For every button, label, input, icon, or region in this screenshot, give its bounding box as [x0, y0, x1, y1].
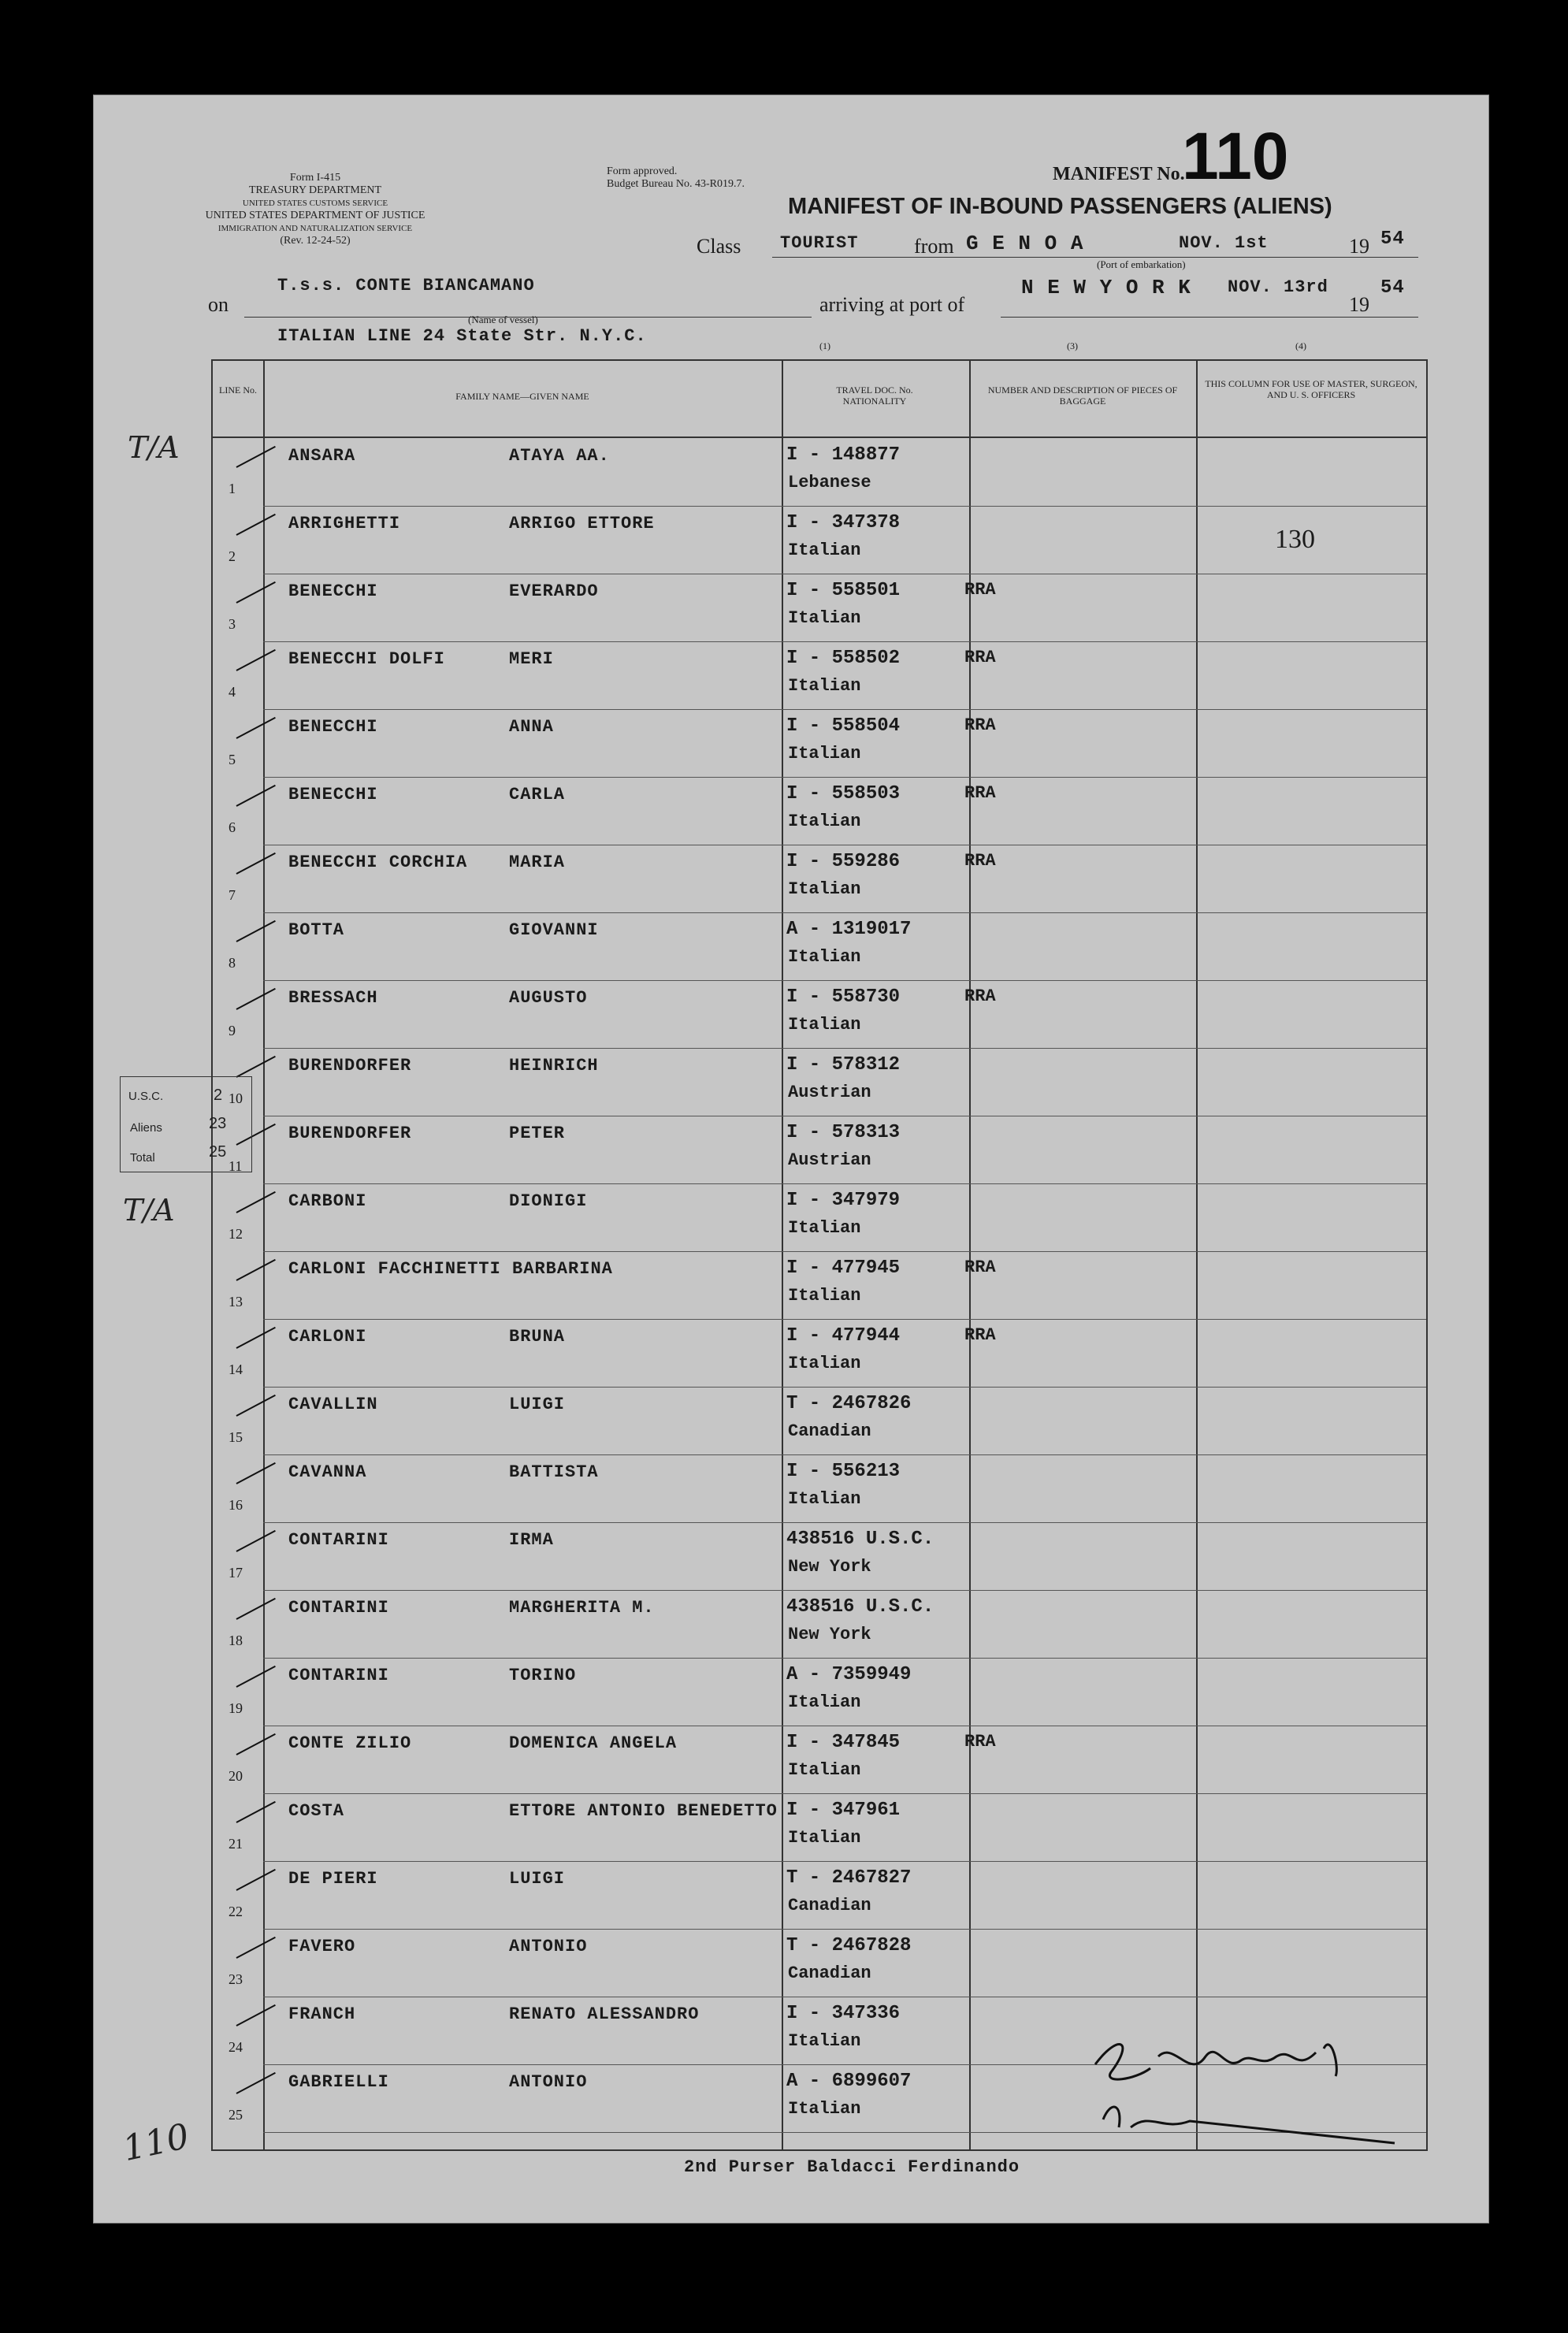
- family-name: BENECCHI: [288, 717, 378, 737]
- form-id: Form I-415: [289, 172, 341, 184]
- row-divider: [263, 1319, 1426, 1320]
- class-value: TOURIST: [780, 233, 859, 253]
- arrival-date: NOV. 13rd: [1228, 277, 1328, 297]
- travel-doc-number: I - 558502: [786, 648, 901, 669]
- line-number: 7: [229, 887, 236, 903]
- row-divider: [263, 912, 1426, 913]
- nationality: Italian: [788, 879, 861, 899]
- table-row: [213, 1253, 1426, 1321]
- travel-doc-number: I - 559286: [786, 851, 901, 872]
- line-number: 19: [229, 1700, 243, 1716]
- manifest-number: 110: [1182, 119, 1289, 193]
- embark-date: NOV. 1st: [1179, 233, 1269, 253]
- table-row: [213, 1456, 1426, 1524]
- usc-label: U.S.C.: [128, 1090, 164, 1103]
- agency-block: [197, 172, 433, 247]
- col-header-line-no: LINE No.: [219, 384, 257, 396]
- nationality: Canadian: [788, 1963, 871, 1983]
- given-name: RENATO ALESSANDRO: [509, 2004, 700, 2024]
- table-row: [213, 1659, 1426, 1727]
- given-name: LUIGI: [509, 1395, 566, 1414]
- row-divider: [263, 1590, 1426, 1591]
- col-header-baggage: NUMBER AND DESCRIPTION OF PIECES OF BAGGAGE: [987, 384, 1178, 407]
- line-number: 12: [229, 1226, 243, 1242]
- nationality: Italian: [788, 744, 861, 763]
- check-mark: [236, 1937, 276, 1959]
- nationality: New York: [788, 1625, 871, 1644]
- class-label: Class: [697, 235, 741, 258]
- line-number: 16: [229, 1497, 243, 1513]
- check-mark: [236, 1395, 276, 1417]
- check-mark: [236, 1733, 276, 1755]
- row-divider: [263, 1658, 1426, 1659]
- travel-doc-number: I - 347336: [786, 2003, 901, 2024]
- check-mark: [236, 649, 276, 671]
- table-row: [213, 1592, 1426, 1659]
- table-row: [213, 1930, 1426, 1998]
- given-name: EVERARDO: [509, 581, 599, 601]
- travel-doc-number: T - 2467826: [786, 1393, 912, 1414]
- given-name: CARLA: [509, 785, 566, 804]
- family-name: CAVANNA: [288, 1462, 367, 1482]
- family-name: CONTARINI: [288, 1530, 389, 1550]
- count-stamp: [120, 1076, 252, 1172]
- travel-doc-number: T - 2467828: [786, 1935, 912, 1956]
- form-approval: [607, 165, 745, 191]
- visa-code: RRA: [964, 648, 996, 667]
- family-name: GABRIELLI: [288, 2072, 389, 2092]
- check-mark: [236, 2004, 276, 2027]
- total-count: 25: [209, 1143, 227, 1161]
- line-number: 20: [229, 1768, 243, 1784]
- check-mark: [236, 717, 276, 739]
- visa-code: RRA: [964, 1258, 996, 1277]
- table-row: [213, 982, 1426, 1049]
- line-number: 2: [229, 548, 236, 564]
- family-name: DE PIERI: [288, 1869, 378, 1889]
- check-mark: [236, 1327, 276, 1349]
- visa-code: RRA: [964, 986, 996, 1006]
- family-name: CARBONI: [288, 1191, 367, 1211]
- nationality: Italian: [788, 1489, 861, 1509]
- family-name: BURENDORFER: [288, 1124, 412, 1143]
- row-divider: [263, 1387, 1426, 1388]
- nationality: Italian: [788, 947, 861, 967]
- visa-code: RRA: [964, 783, 996, 803]
- nationality: Italian: [788, 1286, 861, 1306]
- row-divider: [263, 1929, 1426, 1930]
- family-name: ANSARA: [288, 446, 356, 466]
- line-number: 18: [229, 1633, 243, 1648]
- col-header-name: FAMILY NAME—GIVEN NAME: [455, 391, 589, 402]
- travel-doc-number: I - 347979: [786, 1190, 901, 1211]
- row-divider: [263, 1454, 1426, 1455]
- visa-code: RRA: [964, 851, 996, 871]
- given-name: BRUNA: [509, 1327, 566, 1347]
- travel-doc-number: I - 558501: [786, 580, 901, 601]
- nationality: Austrian: [788, 1083, 871, 1102]
- line-number: 17: [229, 1565, 243, 1581]
- dept-ins: IMMIGRATION AND NATURALIZATION SERVICE: [217, 224, 413, 233]
- nationality: Austrian: [788, 1150, 871, 1170]
- line-number: 25: [229, 2107, 243, 2123]
- page-number-handwritten: 110: [119, 2116, 193, 2170]
- margin-ta-bottom: T/A: [123, 1193, 175, 1228]
- form-revision: (Rev. 12-24-52): [280, 235, 351, 247]
- line-number: 3: [229, 616, 236, 632]
- travel-doc-number: A - 6899607: [786, 2071, 912, 2092]
- table-row: [213, 1117, 1426, 1185]
- arrival-port: N E W Y O R K: [1021, 276, 1191, 299]
- family-name: FRANCH: [288, 2004, 356, 2024]
- check-mark: [236, 1869, 276, 1891]
- travel-doc-number: I - 347378: [786, 512, 901, 533]
- travel-doc-number: I - 347845: [786, 1732, 901, 1753]
- table-row: [213, 507, 1426, 575]
- given-name: MERI: [509, 649, 554, 669]
- nationality: Lebanese: [788, 473, 871, 492]
- arriving-label: arriving at port of: [819, 293, 965, 316]
- travel-doc-number: A - 7359949: [786, 1664, 912, 1685]
- family-name: BENECCHI: [288, 785, 378, 804]
- family-name: CONTARINI: [288, 1598, 389, 1618]
- given-name: AUGUSTO: [509, 988, 588, 1008]
- row-divider: [263, 1048, 1426, 1049]
- row-divider: [263, 641, 1426, 642]
- table-row: [213, 846, 1426, 914]
- family-name: BRESSACH: [288, 988, 378, 1008]
- given-name: MARGHERITA M.: [509, 1598, 655, 1618]
- travel-doc-number: A - 1319017: [786, 919, 912, 940]
- officer-note: 130: [1275, 525, 1315, 554]
- col-number-4: (4): [1295, 340, 1306, 351]
- family-name: CARLONI FACCHINETTI BARBARINA: [288, 1259, 613, 1279]
- given-name: GIOVANNI: [509, 920, 599, 940]
- family-name: COSTA: [288, 1801, 345, 1821]
- row-divider: [263, 1793, 1426, 1794]
- given-name: LUIGI: [509, 1869, 566, 1889]
- line-number: 11: [229, 1158, 243, 1174]
- table-row: [213, 1049, 1426, 1117]
- on-label: on: [208, 293, 229, 316]
- given-name: HEINRICH: [509, 1056, 599, 1075]
- family-name: BOTTA: [288, 920, 345, 940]
- line-number: 15: [229, 1429, 243, 1445]
- given-name: ANTONIO: [509, 1937, 588, 1956]
- check-mark: [236, 853, 276, 875]
- line-number: 14: [229, 1362, 243, 1377]
- check-mark: [236, 988, 276, 1010]
- budget-bureau-line: Budget Bureau No. 43-R019.7.: [607, 178, 745, 190]
- embark-caption: (Port of embarkation): [1097, 258, 1186, 270]
- col-number-2: (1): [819, 340, 830, 351]
- col-header-officers: THIS COLUMN FOR USE OF MASTER, SURGEON, AND U. S. OFFICERS: [1205, 378, 1418, 400]
- travel-doc-number: I - 558504: [786, 715, 901, 737]
- from-label: from: [914, 235, 954, 258]
- line-number: 1: [229, 481, 236, 496]
- line-info: ITALIAN LINE 24 State Str. N.Y.C.: [277, 326, 647, 346]
- travel-doc-number: I - 578313: [786, 1122, 901, 1143]
- visa-code: RRA: [964, 1325, 996, 1345]
- table-row: [213, 1185, 1426, 1253]
- given-name: MARIA: [509, 853, 566, 872]
- total-label: Total: [130, 1151, 155, 1165]
- family-name: BENECCHI DOLFI: [288, 649, 445, 669]
- margin-ta-top: T/A: [128, 430, 180, 465]
- family-name: BURENDORFER: [288, 1056, 412, 1075]
- signature-image: [1087, 2025, 1403, 2151]
- nationality: Italian: [788, 1692, 861, 1712]
- given-name: TORINO: [509, 1666, 577, 1685]
- table-row: [213, 1321, 1426, 1388]
- check-mark: [236, 2072, 276, 2094]
- row-divider: [263, 980, 1426, 981]
- line-number: 6: [229, 819, 236, 835]
- arrival-underline: [1001, 317, 1418, 318]
- given-name: DOMENICA ANGELA: [509, 1733, 678, 1753]
- arrival-year-prefix: 19: [1349, 293, 1369, 316]
- aliens-label: Aliens: [130, 1121, 162, 1135]
- travel-doc-number: 438516 U.S.C.: [786, 1596, 934, 1618]
- given-name: DIONIGI: [509, 1191, 588, 1211]
- check-mark: [236, 1801, 276, 1823]
- family-name: FAVERO: [288, 1937, 356, 1956]
- usc-count: 2: [214, 1087, 223, 1104]
- nationality: Italian: [788, 1015, 861, 1035]
- travel-doc-number: I - 556213: [786, 1461, 901, 1482]
- line-number: 21: [229, 1836, 243, 1852]
- passenger-table: [211, 359, 1428, 2151]
- nationality: Canadian: [788, 1421, 871, 1441]
- travel-doc-number: I - 558503: [786, 783, 901, 804]
- travel-doc-number: I - 148877: [786, 444, 901, 466]
- row-divider: [263, 1183, 1426, 1184]
- given-name: ARRIGO ETTORE: [509, 514, 655, 533]
- table-row: [213, 643, 1426, 711]
- nationality: Italian: [788, 608, 861, 628]
- family-name: CONTARINI: [288, 1666, 389, 1685]
- row-divider: [263, 506, 1426, 507]
- given-name: ANTONIO: [509, 2072, 588, 2092]
- arrival-year: 54: [1380, 277, 1405, 299]
- nationality: Italian: [788, 1828, 861, 1848]
- given-name: IRMA: [509, 1530, 554, 1550]
- col-number-3: (3): [1067, 340, 1078, 351]
- col-header-travel-doc: TRAVEL DOC. No. NATIONALITY: [836, 384, 913, 407]
- given-name: BATTISTA: [509, 1462, 599, 1482]
- nationality: New York: [788, 1557, 871, 1577]
- dept-treasury: TREASURY DEPARTMENT: [248, 184, 382, 196]
- visa-code: RRA: [964, 1732, 996, 1752]
- table-row: [213, 575, 1426, 643]
- travel-doc-number: I - 578312: [786, 1054, 901, 1075]
- row-divider: [263, 1861, 1426, 1862]
- nationality: Canadian: [788, 1896, 871, 1915]
- dept-justice: UNITED STATES DEPARTMENT OF JUSTICE: [205, 210, 425, 221]
- nationality: Italian: [788, 2099, 861, 2119]
- visa-code: RRA: [964, 715, 996, 735]
- embark-port: G E N O A: [966, 232, 1084, 255]
- aliens-count: 23: [209, 1115, 227, 1132]
- year-prefix: 19: [1349, 235, 1369, 258]
- line-number: 8: [229, 955, 236, 971]
- purser-line: 2nd Purser Baldacci Ferdinando: [684, 2157, 1020, 2177]
- travel-doc-number: 438516 U.S.C.: [786, 1529, 934, 1550]
- embark-year: 54: [1380, 228, 1405, 250]
- line-number: 24: [229, 2039, 243, 2055]
- check-mark: [236, 1462, 276, 1484]
- header-divider: [213, 437, 1426, 438]
- page-title: MANIFEST OF IN-BOUND PASSENGERS (ALIENS): [788, 194, 1332, 219]
- nationality: Italian: [788, 541, 861, 560]
- travel-doc-number: I - 347961: [786, 1800, 901, 1821]
- table-row: [213, 914, 1426, 982]
- table-row: [213, 711, 1426, 778]
- family-name: BENECCHI: [288, 581, 378, 601]
- table-row: [213, 1863, 1426, 1930]
- travel-doc-number: T - 2467827: [786, 1867, 912, 1889]
- travel-doc-number: I - 558730: [786, 986, 901, 1008]
- given-name: PETER: [509, 1124, 566, 1143]
- check-mark: [236, 920, 276, 942]
- line-number: 4: [229, 684, 236, 700]
- nationality: Italian: [788, 812, 861, 831]
- check-mark: [236, 446, 276, 468]
- line-number: 9: [229, 1023, 236, 1038]
- table-row: [213, 440, 1426, 507]
- table-row: [213, 778, 1426, 846]
- line-number: 10: [229, 1090, 243, 1106]
- nationality: Italian: [788, 676, 861, 696]
- vessel-name: T.s.s. CONTE BIANCAMANO: [277, 276, 535, 295]
- line-number: 23: [229, 1971, 243, 1987]
- family-name: BENECCHI CORCHIA: [288, 853, 468, 872]
- class-underline: [772, 257, 1418, 258]
- family-name: CAVALLIN: [288, 1395, 378, 1414]
- check-mark: [236, 1191, 276, 1213]
- family-name: CARLONI: [288, 1327, 367, 1347]
- check-mark: [236, 1056, 276, 1078]
- manifest-label: MANIFEST No.: [1053, 164, 1185, 184]
- check-mark: [236, 1666, 276, 1688]
- given-name: ANNA: [509, 717, 554, 737]
- table-row: [213, 1795, 1426, 1863]
- family-name: ARRIGHETTI: [288, 514, 401, 533]
- table-row: [213, 1727, 1426, 1795]
- family-name: CONTE ZILIO: [288, 1733, 412, 1753]
- given-name: ATAYA AA.: [509, 446, 610, 466]
- vessel-caption: (Name of vessel): [468, 314, 538, 325]
- given-name: ETTORE ANTONIO BENEDETTO: [509, 1801, 778, 1821]
- check-mark: [236, 514, 276, 536]
- approval-line: Form approved.: [607, 165, 678, 177]
- line-number: 5: [229, 752, 236, 767]
- row-divider: [263, 1251, 1426, 1252]
- nationality: Italian: [788, 1760, 861, 1780]
- nationality: Italian: [788, 1218, 861, 1238]
- line-number: 22: [229, 1904, 243, 1919]
- nationality: Italian: [788, 1354, 861, 1373]
- table-row: [213, 1388, 1426, 1456]
- check-mark: [236, 1598, 276, 1620]
- nationality: Italian: [788, 2031, 861, 2051]
- visa-code: RRA: [964, 580, 996, 600]
- line-number: 13: [229, 1294, 243, 1310]
- travel-doc-number: I - 477945: [786, 1258, 901, 1279]
- row-divider: [263, 709, 1426, 710]
- row-divider: [263, 777, 1426, 778]
- row-divider: [263, 1522, 1426, 1523]
- travel-doc-number: I - 477944: [786, 1325, 901, 1347]
- check-mark: [236, 1530, 276, 1552]
- dept-customs: UNITED STATES CUSTOMS SERVICE: [242, 199, 388, 208]
- check-mark: [236, 785, 276, 807]
- check-mark: [236, 1259, 276, 1281]
- table-row: [213, 1524, 1426, 1592]
- check-mark: [236, 581, 276, 604]
